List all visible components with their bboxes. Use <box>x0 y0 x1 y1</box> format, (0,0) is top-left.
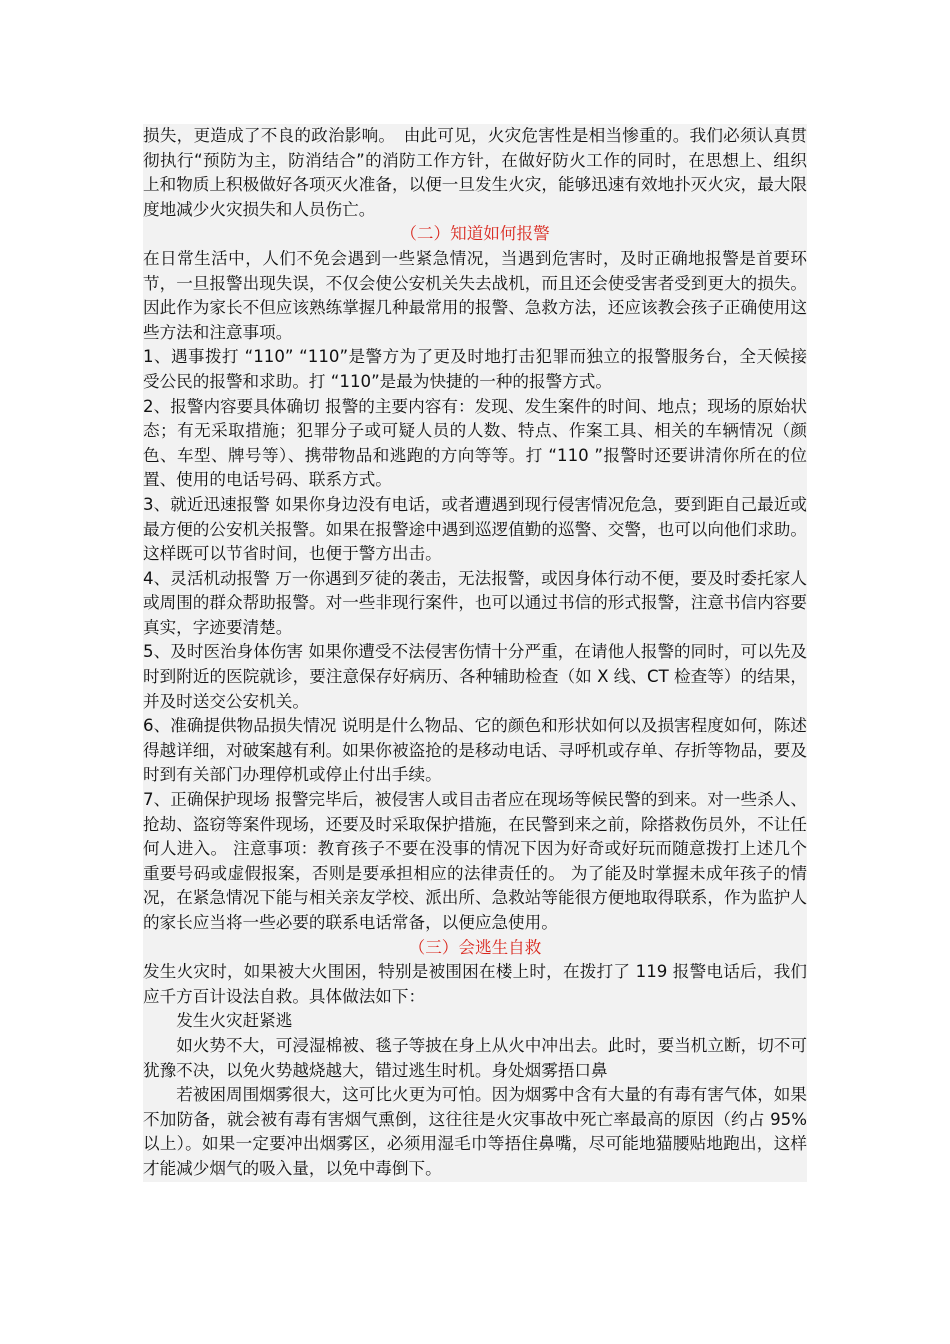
document-body <box>143 124 807 1182</box>
intro-paragraph: 损失，更造成了不良的政治影响。 由此可见，火灾危害性是相当惨重的。我们必须认真贯彻执行“预防为主，防消结合”的消防工作方针，在做好防火工作的同时，在思想上、组织上和物质上积极做好各项灭火准备，以便一旦发生火灾，能够迅速有效地扑灭火灾，最大限度地减少火灾损失和人员伤亡。 <box>143 126 807 219</box>
escape-intro: 发生火灾时，如果被大火围困，特别是被围困在楼上时，在拨打了 119 报警电话后，我们应千方百计设法自救。具体做法如下： <box>143 962 807 1006</box>
report-item-6: 6、准确提供物品损失情况 说明是什么物品、它的颜色和形状如何以及损害程度如何，陈述得越详细，对破案越有利。如果你被盗抢的是移动电话、寻呼机或存单、存折等物品，要及时到有关部门办理停机或停止付出手续。 <box>143 716 807 785</box>
escape-subheading: 发生火灾赶紧逃 <box>176 1011 293 1031</box>
section-heading-escape: （三）会逃生自救 <box>408 937 542 957</box>
report-item-2: 2、报警内容要具体确切 报警的主要内容有：发现、发生案件的时间、地点；现场的原始状态；有无采取措施；犯罪分子或可疑人员的人数、特点、作案工具、相关的车辆情况（颜色、车型、牌号等）、携带物品和逃跑的方向等等。打 “110 ”报警时还要讲清你所在的位置、使用的电话号码、联系方式。 <box>143 396 807 490</box>
escape-paragraph: 若被困周围烟雾很大，这可比火更为可怕。因为烟雾中含有大量的有毒有害气体，如果不加防备，就会被有毒有害烟气熏倒，这往往是火灾事故中死亡率最高的原因（约占 95% 以上）。如果一定要冲出烟雾区，必须用湿毛巾等捂住鼻嘴，尽可能地猫腰贴地跑出，这样才能减少烟气的吸入量，以免中毒倒下。 <box>143 1085 807 1178</box>
escape-paragraph: 如火势不大，可浸湿棉被、毯子等披在身上从火中冲出去。此时，要当机立断，切不可犹豫不决，以免火势越烧越大，错过逃生时机。身处烟雾捂口鼻 <box>143 1035 807 1080</box>
report-item-3: 3、就近迅速报警 如果你身边没有电话，或者遭遇到现行侵害情况危急，要到距自己最近或最方便的公安机关报警。如果在报警途中遇到巡逻值勤的巡警、交警，也可以向他们求助。这样既可以节省时间，也便于警方出击。 <box>143 494 807 564</box>
report-item-4: 4、灵活机动报警 万一你遇到歹徒的袭击，无法报警，或因身体行动不便，要及时委托家人或周围的群众帮助报警。对一些非现行案件，也可以通过书信的形式报警，注意书信内容要真实，字迹要清楚。 <box>143 568 807 637</box>
section-heading-report: （二）知道如何报警 <box>400 224 550 244</box>
report-item-7: 7、正确保护现场 报警完毕后，被侵害人或目击者应在现场等候民警的到来。对一些杀人、抢劫、盗窃等案件现场，还要及时采取保护措施，在民警到来之前，除搭救伤员外，不让任何人进入。 注意事项：教育孩子不要在没事的情况下因为好奇或好玩而随意拨打上述几个重要号码或虚假报案，否则是要承担相应的法律责任的。 为了能及时掌握未成年孩子的情况，在紧急情况下能与相关亲友学校、派出所、急救站等能很方便地取得联系，作为监护人的家长应当将一些必要的联系电话常备，以便应急使用。 <box>143 790 807 932</box>
report-item-1: 1、遇事拨打 “110” “110”是警方为了更及时地打击犯罪而独立的报警服务台，全天候接受公民的报警和求助。打 “110”是最为快捷的一种的报警方式。 <box>143 347 807 391</box>
report-paragraph: 在日常生活中，人们不免会遇到一些紧急情况，当遇到危害时，及时正确地报警是首要环节，一旦报警出现失误，不仅会使公安机关失去战机，而且还会使受害者受到更大的损失。因此作为家长不但应该熟练掌握几种最常用的报警、急救方法，还应该教会孩子正确使用这些方法和注意事项。 <box>143 248 807 342</box>
report-item-5: 5、及时医治身体伤害 如果你遭受不法侵害伤情十分严重，在请他人报警的同时，可以先及时到附近的医院就诊，要注意保存好病历、各种辅助检查（如 X 线、CT 检查等）的结果，并及时送交公安机关。 <box>143 642 807 711</box>
